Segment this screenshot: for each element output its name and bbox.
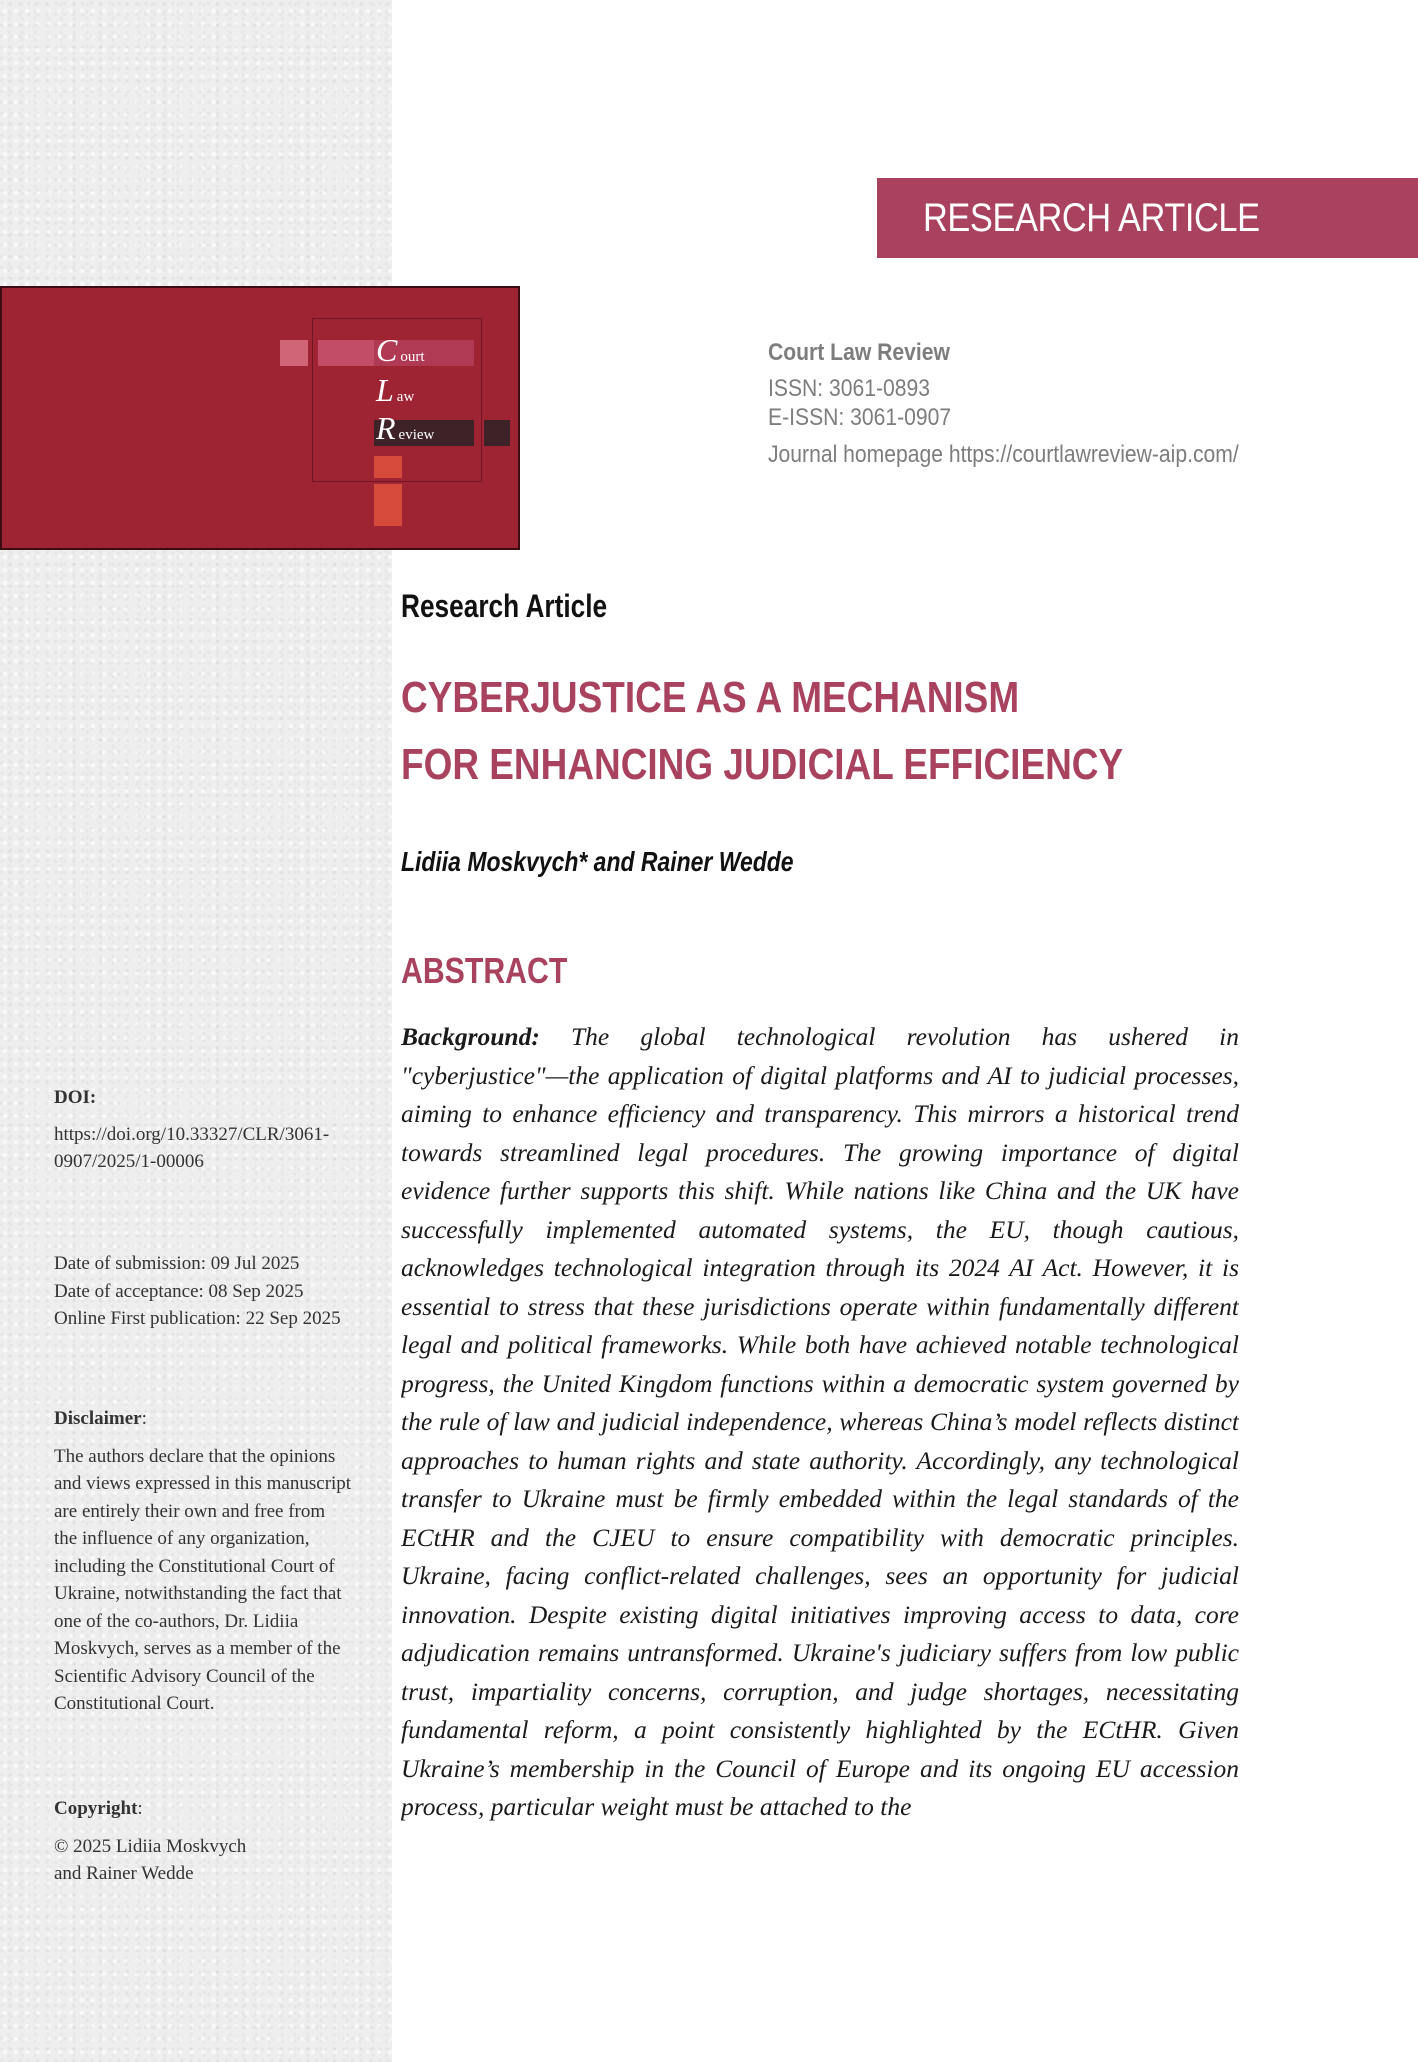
logo-word-review: Review	[376, 410, 435, 446]
article-type-label: Research Article	[401, 588, 608, 624]
logo-square	[484, 420, 510, 446]
copyright-line: © 2025 Lidiia Moskvych	[54, 1835, 247, 1857]
disclaimer-label: Disclaimer	[54, 1408, 142, 1429]
copyright-colon: :	[137, 1798, 143, 1819]
article-type-banner	[877, 178, 1418, 258]
title-line: FOR ENHANCING JUDICIAL EFFICIENCY	[401, 740, 1124, 789]
doi-link-line[interactable]: 0907/2025/1-00006	[54, 1151, 204, 1172]
title-line: CYBERJUSTICE AS A MECHANISM	[401, 673, 1020, 722]
disclaimer-line: Ukraine, notwithstanding the fact that	[54, 1583, 342, 1604]
doi-label: DOI:	[54, 1087, 97, 1108]
disclaimer-line: Constitutional Court.	[54, 1693, 215, 1714]
disclaimer-line: and views expressed in this manuscript	[54, 1473, 352, 1494]
copyright-line: and Rainer Wedde	[54, 1863, 194, 1884]
journal-issn: ISSN: 3061-0893	[768, 375, 931, 402]
banner-label: RESEARCH ARTICLE	[923, 195, 1260, 240]
disclaimer-line: Moskvych, serves as a member of the	[54, 1638, 341, 1659]
dates-block	[54, 1250, 394, 1333]
abstract-text: The global technological revolution has ushered in "cyberjustice"—the application of digital platforms and AI to judicial processes, aiming to enhance efficiency and transparency. This mirrors a historical trend towards streamlined legal procedures. The growing importance of digital evidence further supports this shift. While nations like China and the UK have successfully implemented automated systems, the EU, though cautious, acknowledges technological integration through its 2024 AI Act. However, it is essential to stress that these jurisdictions operate within fundamentally different legal and political frameworks. While both have achieved notable technological progress, the United Kingdom functions within a democratic system governed by the rule of law and judicial independence, whereas China’s model reflects distinct approaches to human rights and state authority. Accordingly, any technological transfer to Ukraine must be firmly embedded within the legal standards of the ECtHR and the CJEU to ensure compatibility with democratic principles. Ukraine, facing conflict-related challenges, sees an opportunity for judicial innovation. Despite existing digital initiatives improving access to data, core adjudication remains untransformed. Ukraine's judiciary suffers from low public trust, impartiality concerns, corruption, and judge shortages, necessitating fundamental reform, a point consistently highlighted by the ECtHR. Given Ukraine’s membership in the Council of Europe and its ongoing EU accession process, particular weight must be attached to the	[401, 1022, 1239, 1821]
acceptance-date: Date of acceptance: 08 Sep 2025	[54, 1280, 304, 1302]
logo-square	[280, 340, 308, 366]
abstract-body	[401, 1018, 1239, 1868]
article-authors: Lidiia Moskvych* and Rainer Wedde	[401, 846, 794, 877]
journal-eissn: E-ISSN: 3061-0907	[768, 404, 952, 431]
disclaimer-colon: :	[141, 1408, 147, 1429]
copyright-block	[54, 1795, 394, 1888]
journal-name: Court Law Review	[768, 339, 950, 366]
disclaimer-line: The authors declare that the opinions	[54, 1445, 336, 1467]
journal-logo	[0, 286, 520, 550]
logo-word-law: Law	[376, 372, 415, 408]
disclaimer-line: are entirely their own and free from	[54, 1500, 326, 1522]
abstract-heading: ABSTRACT	[401, 950, 568, 991]
doi-link-line[interactable]: https://doi.org/10.33327/CLR/3061-	[54, 1123, 330, 1145]
disclaimer-line: the influence of any organization,	[54, 1528, 310, 1549]
online-date: Online First publication: 22 Sep 2025	[54, 1308, 341, 1329]
disclaimer-line: Scientific Advisory Council of the	[54, 1665, 315, 1687]
disclaimer-block	[54, 1405, 394, 1718]
logo-word-court: Court	[376, 332, 425, 368]
abstract-lead: Background:	[401, 1022, 540, 1051]
journal-info	[768, 338, 1303, 469]
submission-date: Date of submission: 09 Jul 2025	[54, 1253, 300, 1274]
copyright-label: Copyright	[54, 1798, 138, 1819]
doi-block	[54, 1084, 394, 1176]
logo-square	[374, 484, 402, 526]
article-title	[401, 664, 1123, 798]
disclaimer-text	[54, 1443, 394, 1718]
journal-homepage[interactable]: Journal homepage https://courtlawreview-aip.com/	[768, 441, 1239, 468]
disclaimer-line: including the Constitutional Court of	[54, 1555, 335, 1577]
disclaimer-line: one of the co-authors, Dr. Lidiia	[54, 1610, 299, 1632]
